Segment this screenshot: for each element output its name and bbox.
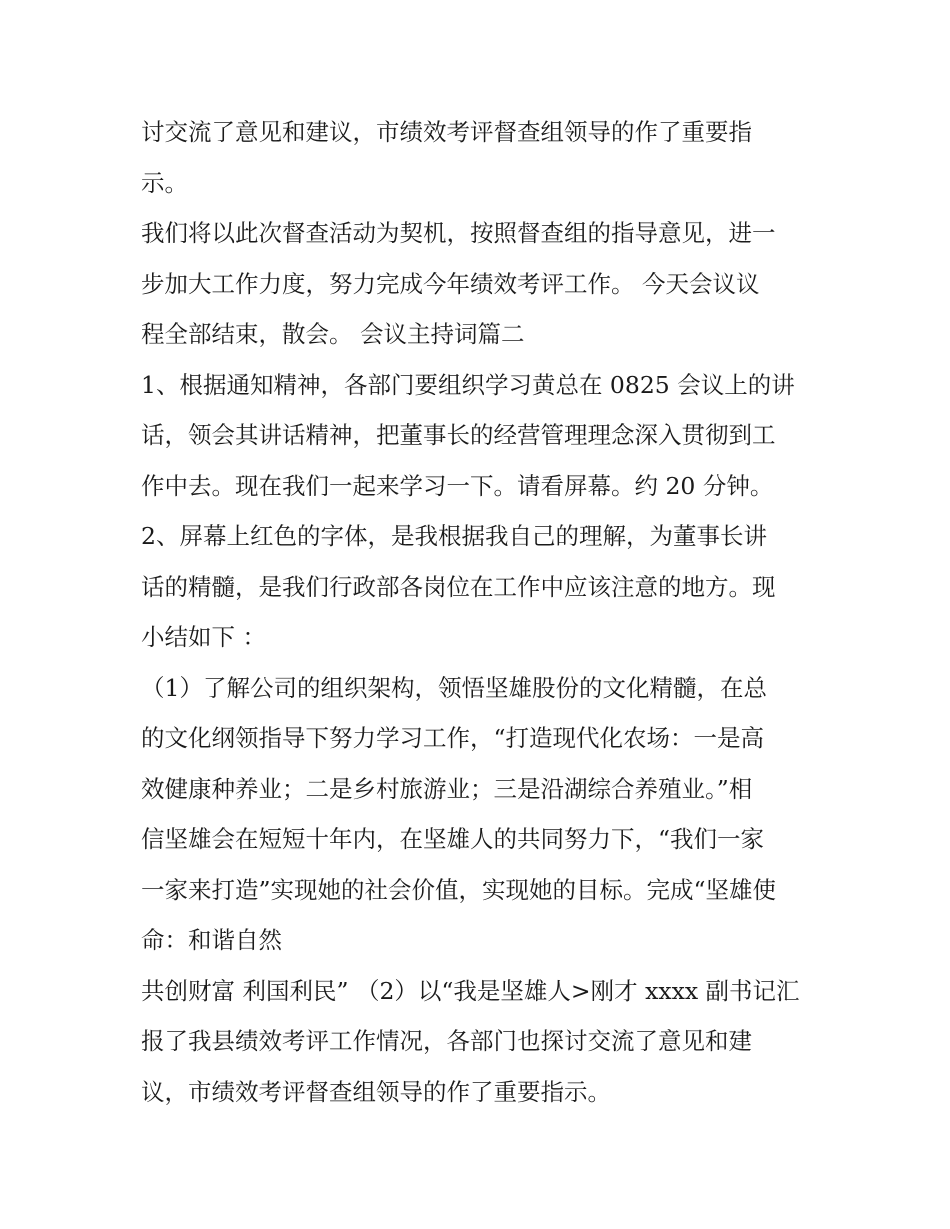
text-line: 2、屏幕上红色的字体，是我根据我自己的理解，为董事长讲	[141, 522, 767, 550]
text-line: 报了我县绩效考评工作情况，各部门也探讨交流了意见和建	[141, 1027, 752, 1055]
text-line: 共创财富 利国利民” （2）以“我是坚雄人>刚才 xxxx 副书记汇	[141, 976, 800, 1005]
text-line: 小结如下 ：	[141, 623, 266, 651]
document-body	[141, 107, 821, 1117]
text-line: 的文化纲领指导下努力学习工作，“打造现代化农场：一是高	[141, 724, 765, 752]
text-line: 议，市绩效考评督查组领导的作了重要指示。	[141, 1077, 611, 1106]
text-line: 信坚雄会在短短十年内，在坚雄人的共同努力下，“我们一家	[141, 825, 765, 853]
text-line: 作中去。现在我们一起来学习一下。请看屏幕。约 20 分钟。	[141, 471, 774, 500]
text-line: 效健康种养业；二是乡村旅游业；三是沿湖综合养殖业。”相	[141, 774, 753, 803]
text-line: 1、根据通知精神，各部门要组织学习黄总在 0825 会议上的讲	[141, 370, 795, 399]
text-line: 话的精髓，是我们行政部各岗位在工作中应该注意的地方。现	[141, 572, 776, 601]
text-line: 一家来打造”实现她的社会价值，实现她的目标。完成“坚雄使	[141, 875, 777, 904]
text-line: 讨交流了意见和建议，市绩效考评督查组领导的作了重要指	[141, 118, 752, 146]
text-line: 命：和谐自然	[141, 926, 282, 954]
text-line: （1）了解公司的组织架构，领悟坚雄股份的文化精髓，在总	[141, 673, 767, 702]
text-line: 程全部结束，散会。 会议主持词篇二	[141, 320, 525, 348]
text-line: 话，领会其讲话精神，把董事长的经营管理理念深入贯彻到工	[141, 421, 776, 449]
text-line: 示。	[141, 168, 188, 197]
text-line: 步加大工作力度，努力完成今年绩效考评工作。 今天会议议	[141, 269, 760, 298]
text-line: 我们将以此次督查活动为契机，按照督查组的指导意见，进一	[141, 219, 776, 247]
